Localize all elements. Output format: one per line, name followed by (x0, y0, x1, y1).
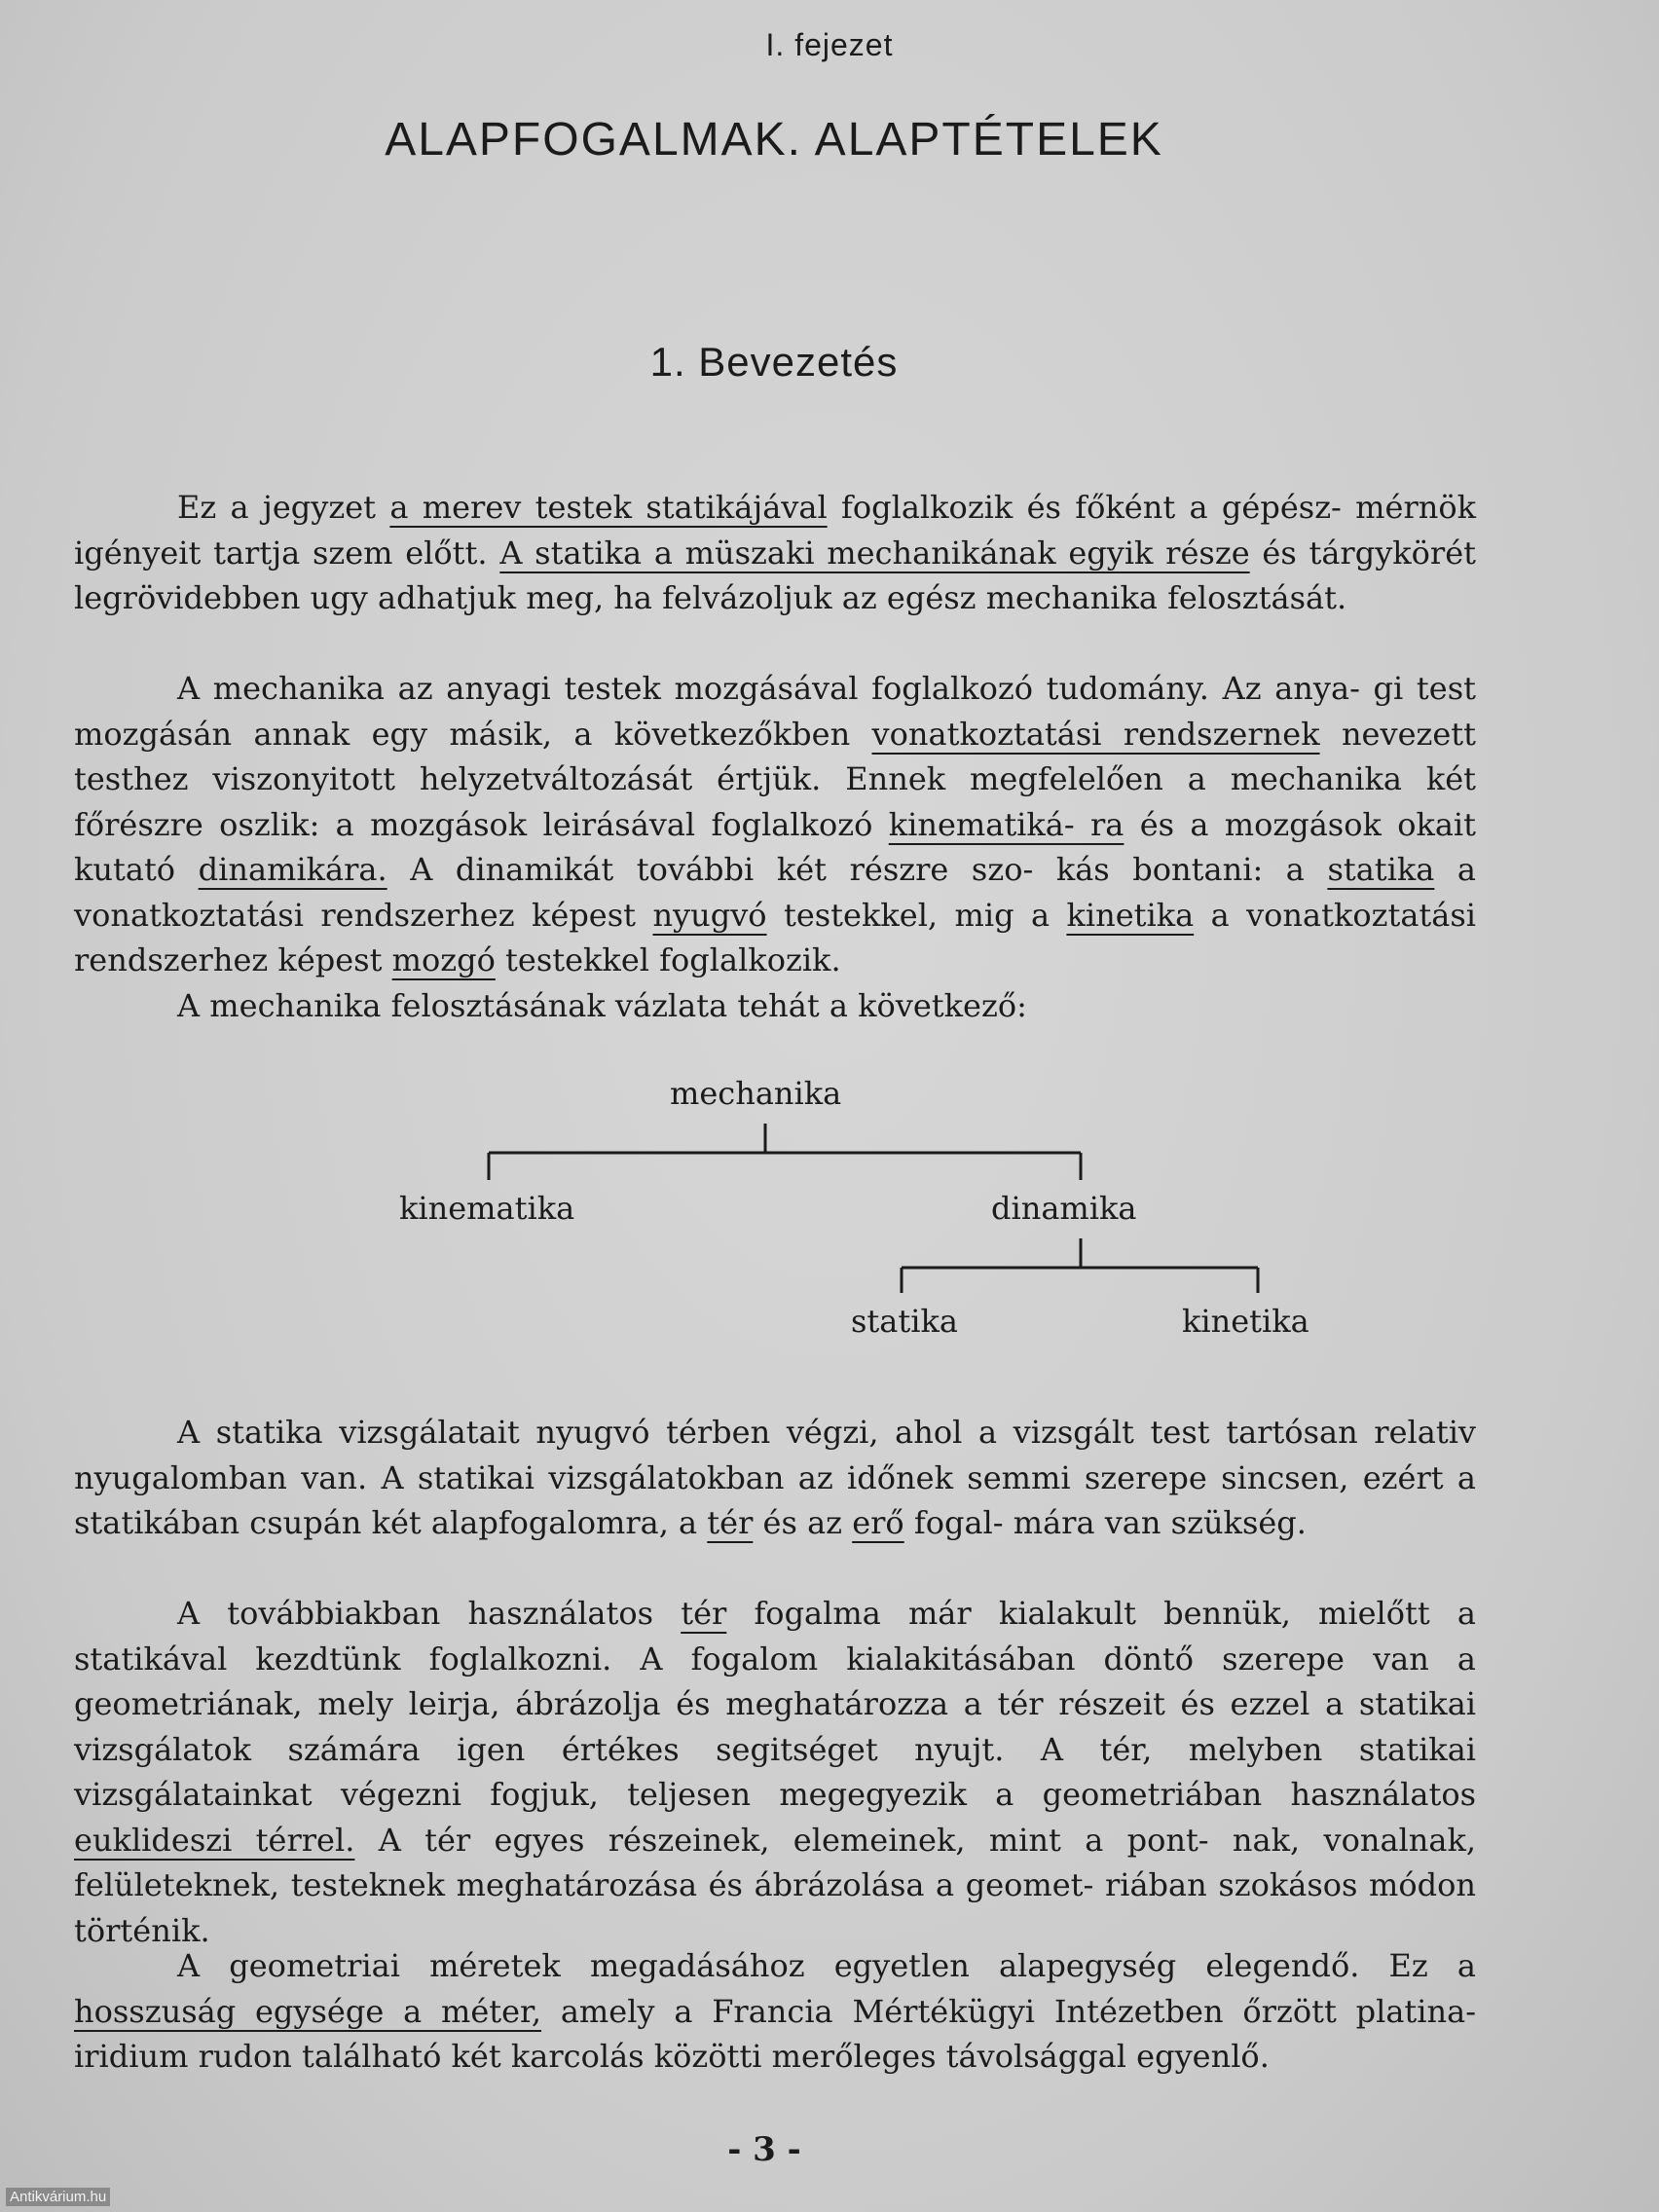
underlined-term: tér (707, 1504, 754, 1541)
chapter-title: ALAPFOGALMAK. ALAPTÉTELEK (385, 114, 1163, 166)
underlined-term: kinematiká- ra (888, 805, 1124, 843)
text-run: A mechanika az anyagi testek mozgásával foglalkozó tudomány. Az anya- gi test mozgásán annak egy másik, a következőkben (74, 670, 1476, 753)
watermark: Antikvárium.hu (6, 2188, 110, 2206)
underlined-term: euklideszi térrel. (74, 1821, 355, 1859)
text-run: A geometriai méretek megadásához egyetlen alapegység elegendő. Ez a (177, 1947, 1476, 1984)
text-run: amely a Francia Mértékügyi Intézetben őrzött platina-iridium rudon található két karcolás közötti merőleges távolsággal egyenlő. (74, 1992, 1477, 2075)
text-run: A statika vizsgálatait nyugvó térben végzi, ahol a vizsgált test tartósan relativ nyugalomban van. A statikai vizsgálatokban az időnek semmi szerepe sincsen, ezért a statikában csupán két alapfogalomra, a (74, 1414, 1476, 1541)
diagram-node-right-left: statika (851, 1303, 958, 1340)
diagram-node-root: mechanika (670, 1075, 842, 1112)
text-run: a vonatkoztatási rendszerhez képest (74, 896, 1477, 978)
text-run: testekkel, mig a (766, 896, 1067, 934)
underlined-term: dinamikára. (198, 851, 387, 888)
text-run: nevezett testhez viszonyitott helyzetváltozását értjük. Ennek megfelelően a mechanika két főrészre oszlik: a mozgások leirásával foglalkozó (74, 715, 1477, 843)
text-run: és tárgykörét legrövidebben ugy adhatjuk meg, ha felvázoljuk az egész mechanika felosztását. (74, 534, 1477, 616)
paragraph-mechanics (74, 666, 1476, 1028)
text-run: fogalma már kialakult bennük, mielőtt a statikával kezdtünk foglalkozni. A fogalom kialakitásában döntő szerepe van a geometriának, mely leirja, ábrázolja és meghatározza a tér részeit és ezzel a statikai vizsgálatok számára igen értékes segitséget nyujt. A tér, melyben statikai vizsgálatainkat végezni fogjuk, teljesen megegyezik a geometriában használatos (74, 1595, 1477, 1813)
text-run: A mechanika felosztásának vázlata tehát a következő: (177, 986, 1027, 1024)
text-run: és az (753, 1504, 853, 1541)
underlined-term: mozgó (391, 941, 496, 978)
mechanics-classification-diagram (0, 1061, 1659, 1353)
paragraph-units (74, 1943, 1476, 2080)
diagram-node-right: dinamika (991, 1190, 1137, 1227)
underlined-term: statika (1327, 851, 1435, 888)
underlined-term: A statika a müszaki mechanikának egyik része (499, 534, 1250, 571)
underlined-term: a merev testek statikájával (389, 489, 828, 526)
text-run: A dinamikát további két részre szo- kás bontani: a (387, 851, 1328, 888)
paragraph-intro (74, 485, 1476, 621)
underlined-term: hosszuság egysége a méter, (74, 1992, 542, 2030)
paragraph-space (74, 1591, 1476, 1953)
diagram-node-right-right: kinetika (1182, 1303, 1309, 1340)
underlined-term: nyugvó (652, 896, 767, 934)
page-number: - 3 - (727, 2130, 801, 2169)
text-run: fogal- mára van szükség. (903, 1504, 1307, 1541)
underlined-term: tér (681, 1595, 727, 1632)
paragraph-statics (74, 1410, 1476, 1546)
text-run: testekkel foglalkozik. (495, 941, 841, 978)
underlined-term: vonatkoztatási rendszernek (871, 715, 1320, 753)
text-run: A tér egyes részeinek, elemeinek, mint a pont- nak, vonalnak, felületeknek, testeknek meghatározása és ábrázolása a geomet- riában szokásos módon történik. (74, 1821, 1477, 1949)
text-run: és a mozgások okait kutató (74, 805, 1477, 888)
chapter-label: I. fejezet (765, 27, 894, 62)
underlined-term: erő (852, 1504, 904, 1541)
section-title: 1. Bevezetés (649, 339, 899, 385)
text-run: A továbbiakban használatos (177, 1595, 682, 1632)
text-run: Ez a jegyzet (177, 489, 390, 526)
diagram-node-left: kinematika (399, 1190, 575, 1227)
text-run: a vonatkoztatási rendszerhez képest (74, 851, 1477, 934)
text-run: foglalkozik és főként a gépész- mérnök igényeit tartja szem előtt. (74, 489, 1477, 571)
underlined-term: kinetika (1066, 896, 1195, 934)
